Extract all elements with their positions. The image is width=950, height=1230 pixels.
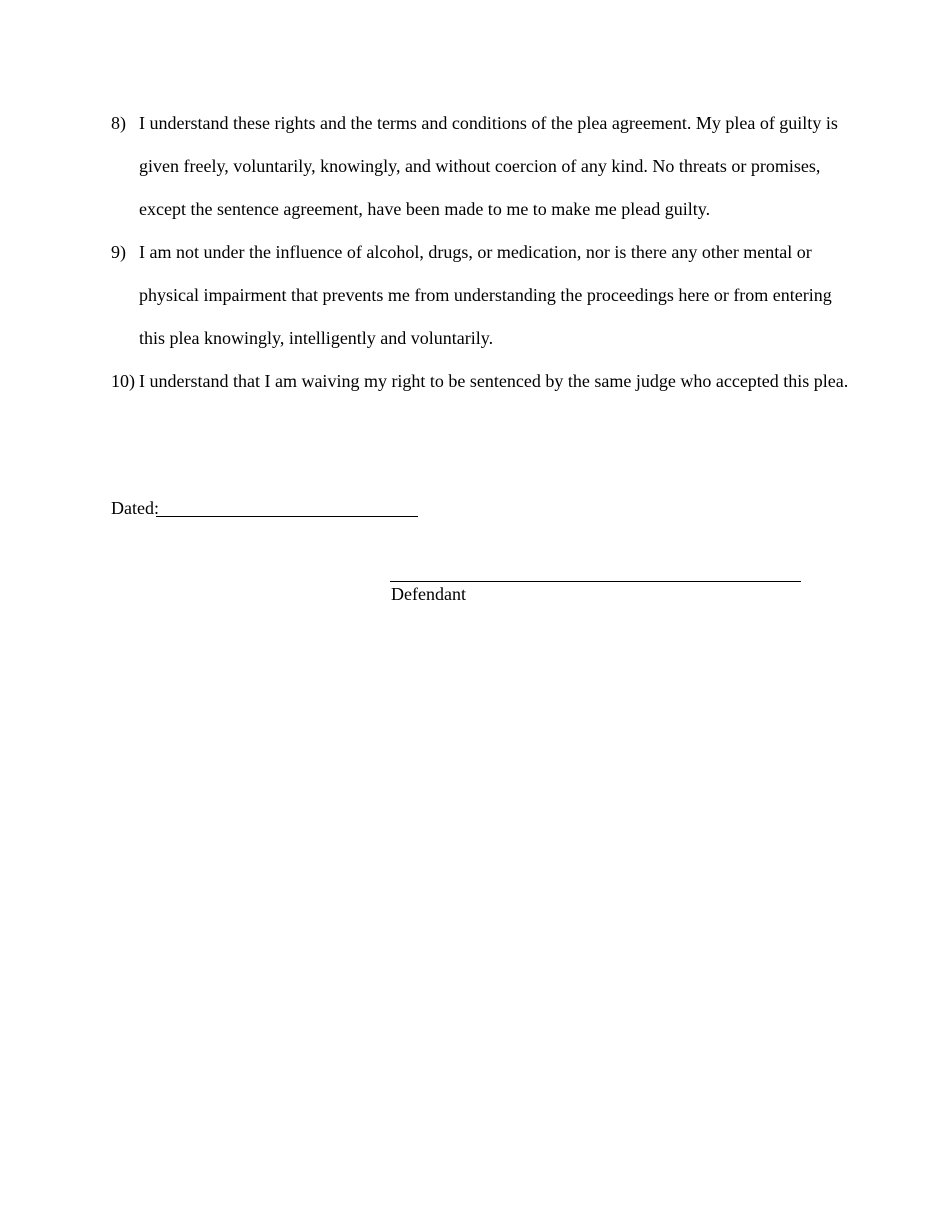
plea-statement-list [111, 102, 851, 403]
defendant-label: Defendant [391, 584, 466, 604]
item-number: 9) [111, 242, 126, 262]
dated-label: Dated: [111, 498, 159, 518]
list-item-10 [111, 360, 851, 403]
item-number: 10) [111, 371, 135, 391]
item-number: 8) [111, 113, 126, 133]
dated-blank-line [156, 516, 418, 517]
item-text: I am not under the influence of alcohol, drugs, or medication, nor is there any other mental or physical impairment that prevents me from understanding the proceedings here or from entering this plea knowingly, intelligently and voluntarily. [139, 242, 832, 348]
item-text: I understand that I am waiving my right to be sentenced by the same judge who accepted this plea. [139, 371, 849, 391]
list-item-8 [111, 102, 851, 231]
item-text: I understand these rights and the terms and conditions of the plea agreement. My plea of guilty is given freely, voluntarily, knowingly, and without coercion of any kind. No threats or promises, except the sentence agreement, have been made to me to make me plead guilty. [139, 113, 838, 219]
list-item-9 [111, 231, 851, 360]
